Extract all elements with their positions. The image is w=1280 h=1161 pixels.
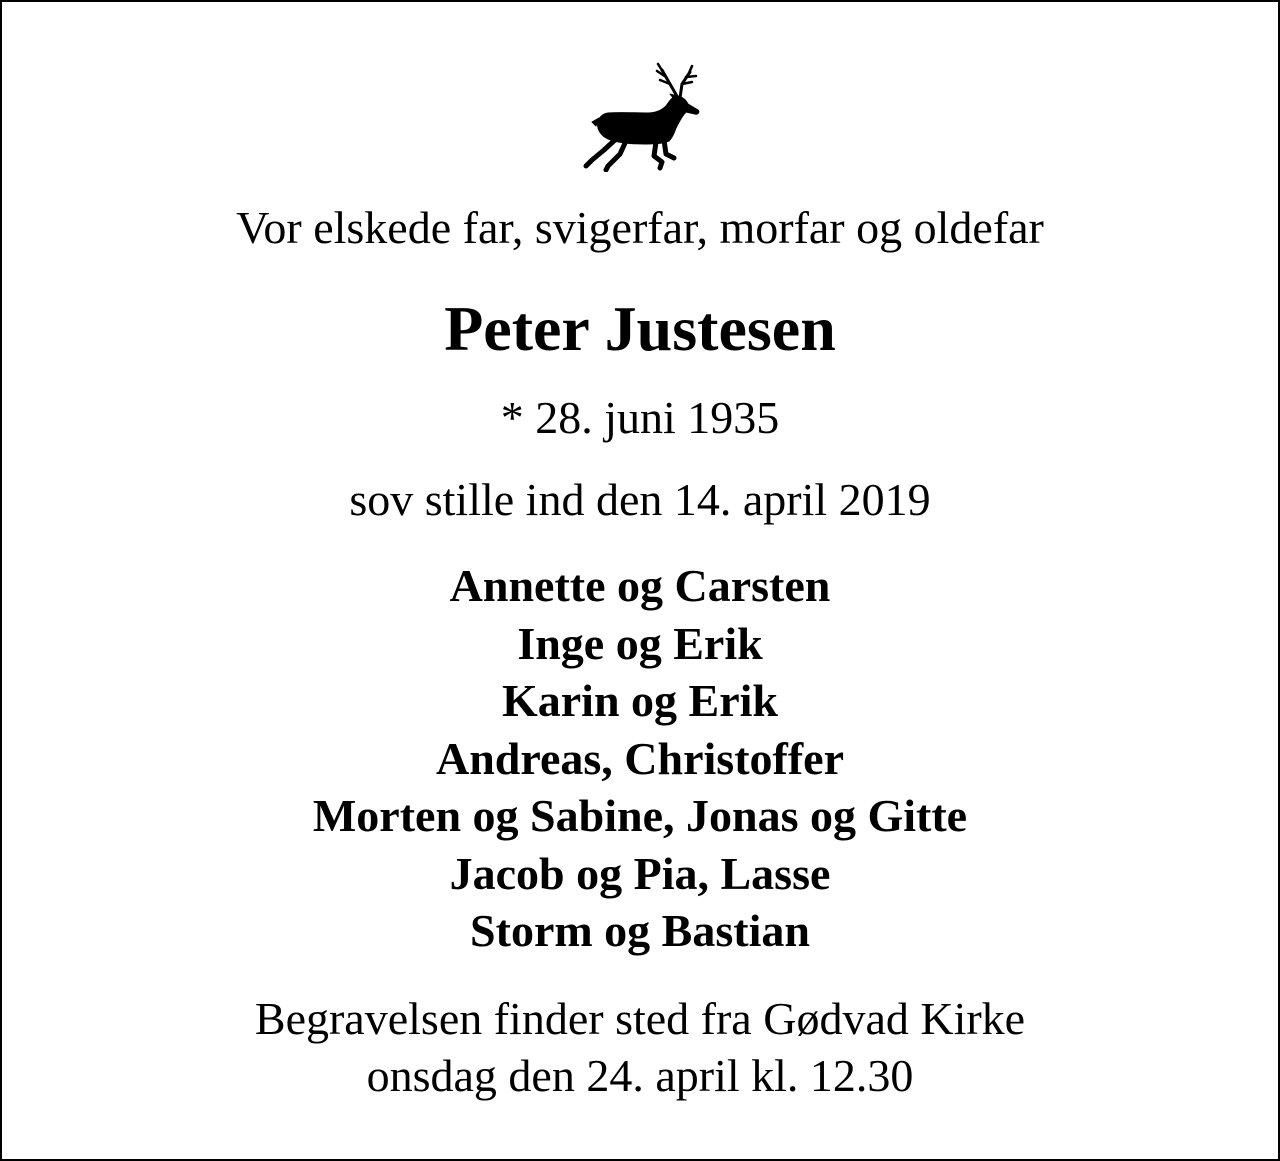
birth-date: * 28. juni 1935 [500,392,780,443]
deceased-name: Peter Justesen [444,293,836,364]
funeral-location: Begravelsen finder sted fra Gødvad Kirke [254,993,1026,1044]
funeral-time: onsdag den 24. april kl. 12.30 [366,1050,914,1101]
intro-line: Vor elskede far, svigerfar, morfar og oldefar [236,202,1044,253]
mourner-line: Morten og Sabine, Jonas og Gitte [312,790,968,841]
deer-icon [578,62,706,172]
death-date: sov stille ind den 14. april 2019 [349,474,931,525]
mourner-line: Inge og Erik [517,617,763,669]
mourner-line: Annette og Carsten [449,560,831,611]
mourner-line: Storm og Bastian [470,905,810,956]
mourner-line: Karin og Erik [501,675,779,726]
mourners-list [2,557,1278,960]
mourner-line: Jacob og Pia, Lasse [449,847,831,899]
mourner-line: Andreas, Christoffer [436,732,844,784]
funeral-info [2,990,1278,1104]
